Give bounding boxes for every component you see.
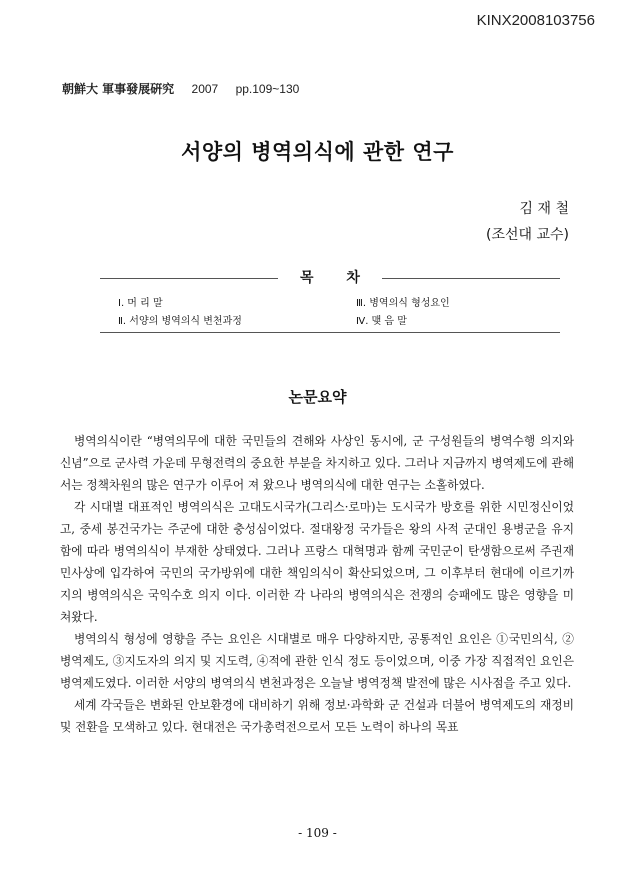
table-of-contents bbox=[100, 270, 560, 333]
journal-name: 朝鮮大 軍事發展硏究 bbox=[62, 82, 175, 96]
journal-year: 2007 bbox=[191, 82, 219, 96]
toc-item-3: Ⅲ. 병역의식 형성요인 bbox=[356, 298, 450, 309]
abstract-paragraph: 세계 각국들은 변화된 안보환경에 대비하기 위해 정보·과학화 군 건설과 더불어 병역제도의 재정비 및 전환을 모색하고 있다. 현대전은 국가총력전으로서 모든 노력이 하나의 목표 bbox=[60, 698, 574, 734]
toc-item-4: Ⅳ. 맺 음 말 bbox=[356, 316, 407, 327]
toc-heading: 목 차 bbox=[300, 270, 374, 286]
author-affiliation: (조선대 교수) bbox=[486, 227, 569, 243]
abstract-body bbox=[60, 430, 574, 738]
author-block bbox=[486, 196, 569, 248]
toc-item-2: Ⅱ. 서양의 병역의식 변천과정 bbox=[118, 316, 242, 327]
abstract-heading: 논문요약 bbox=[288, 388, 347, 406]
abstract-paragraph: 각 시대별 대표적인 병역의식은 고대도시국가(그리스·로마)는 도시국가 방호를 위한 시민정신이었고, 중세 봉건국가는 주군에 대한 충성심이었다. 절대왕정 국가들은 왕의 사적 군대인 용병군을 유지함에 따라 병역의식이 부재한 상태였다. 그러나 프랑스 대혁명과 함께 국민군이 탄생함으로써 주권재민사상에 입각하여 국민의 국가방위에 대한 책임의식이 확산되었으며, 그 이후부터 현대에 이르기까지의 병역의식은 국익수호 의지 이다. 이러한 각 나라의 병역의식은 전쟁의 승패에도 많은 영향을 미쳐왔다. bbox=[60, 500, 574, 624]
paper-title: 서양의 병역의식에 관한 연구 bbox=[181, 140, 454, 164]
abstract-paragraph: 병역의식 형성에 영향을 주는 요인은 시대별로 매우 다양하지만, 공통적인 요인은 ①국민의식, ②병역제도, ③지도자의 의지 및 지도력, ④적에 관한 인식 정도 등이었으며, 이중 가장 직접적인 요인은 병역제도였다. 이러한 서양의 병역의식 변천과정은 오늘날 병역정책 발전에 많은 시사점을 주고 있다. bbox=[60, 632, 574, 690]
abstract-paragraph: 병역의식이란 “병역의무에 대한 국민들의 견해와 사상인 동시에, 군 구성원들의 병역수행 의지와 신념”으로 군사력 가운데 무형전력의 중요한 부분을 차지하고 있다. 그러나 지금까지 병역제도에 관해서는 정책차원의 많은 연구가 이루어 져 왔으나 병역의식에 대한 연구는 소홀하였다. bbox=[60, 434, 574, 492]
author-name: 김 재 철 bbox=[519, 201, 569, 217]
page-number: - 109 - bbox=[298, 826, 337, 840]
document-id: KINX2008103756 bbox=[476, 12, 595, 29]
journal-pages: pp.109~130 bbox=[235, 82, 300, 96]
journal-header bbox=[62, 80, 313, 97]
toc-item-1: Ⅰ. 머 리 말 bbox=[118, 298, 163, 309]
